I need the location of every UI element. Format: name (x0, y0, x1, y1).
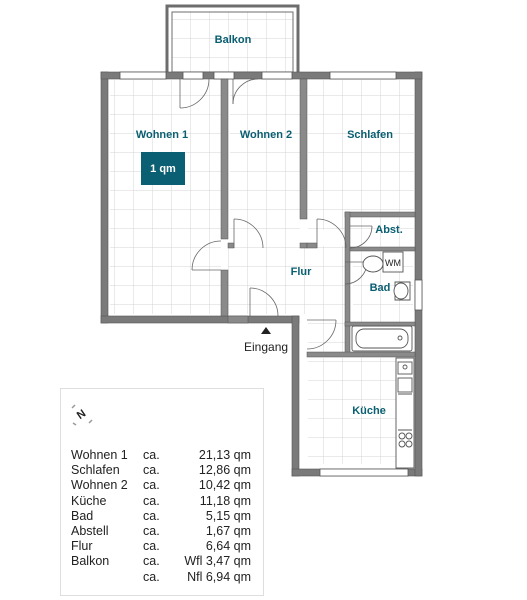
area-room: Bad (71, 508, 94, 523)
area-ca: ca. (143, 523, 160, 538)
area-room: Balkon (71, 554, 110, 569)
area-ca: ca. (143, 478, 160, 493)
area-room: Schlafen (71, 463, 120, 478)
area-ca: ca. (143, 569, 160, 584)
wm-label: WM (385, 258, 401, 268)
area-row (71, 570, 251, 585)
area-row (71, 448, 251, 463)
area-ca: ca. (143, 493, 160, 508)
room-label-flur: Flur (290, 266, 312, 278)
area-ca: ca. (143, 554, 160, 569)
area-room: Flur (71, 539, 93, 554)
area-row (71, 554, 251, 569)
entrance-arrow (261, 327, 271, 334)
compass-north: N (74, 407, 89, 423)
area-row (71, 478, 251, 493)
kitchen-counter (396, 358, 414, 468)
room-label-wohnen2: Wohnen 2 (239, 129, 293, 141)
area-value: 21,13 qm (198, 448, 251, 462)
room-label-balkon: Balkon (214, 34, 252, 46)
compass-icon (69, 402, 93, 426)
scale-box (141, 152, 185, 185)
scale-box-label: 1 qm (150, 162, 176, 175)
area-value: 5,15 qm (205, 508, 251, 523)
room-label-bad: Bad (369, 282, 391, 294)
room-label-abstell: Abst. (375, 224, 403, 236)
room-label-wohnen1: Wohnen 1 (135, 129, 189, 141)
area-row (71, 463, 251, 478)
area-row (71, 509, 251, 524)
area-value: 1,67 qm (205, 523, 251, 538)
area-value: Wfl 3,47 qm (184, 554, 251, 569)
area-room: Wohnen 1 (71, 448, 128, 462)
area-ca: ca. (143, 539, 160, 554)
area-room: Küche (71, 493, 107, 508)
area-value: 12,86 qm (198, 463, 251, 478)
area-value: 10,42 qm (198, 478, 251, 493)
area-row (71, 494, 251, 509)
area-room: Abstell (71, 523, 109, 538)
area-value: Nfl 6,94 qm (187, 569, 251, 584)
room-label-schlafen: Schlafen (347, 129, 393, 141)
area-ca: ca. (143, 463, 160, 478)
area-ca: ca. (143, 448, 160, 462)
area-row (71, 539, 251, 554)
area-value: 6,64 qm (205, 539, 251, 554)
area-row (71, 524, 251, 539)
area-table (71, 448, 251, 585)
entrance-label: Eingang (244, 340, 289, 354)
area-room: Wohnen 2 (71, 478, 128, 493)
room-label-kueche: Küche (352, 405, 386, 417)
area-ca: ca. (143, 508, 160, 523)
area-value: 11,18 qm (199, 493, 251, 508)
